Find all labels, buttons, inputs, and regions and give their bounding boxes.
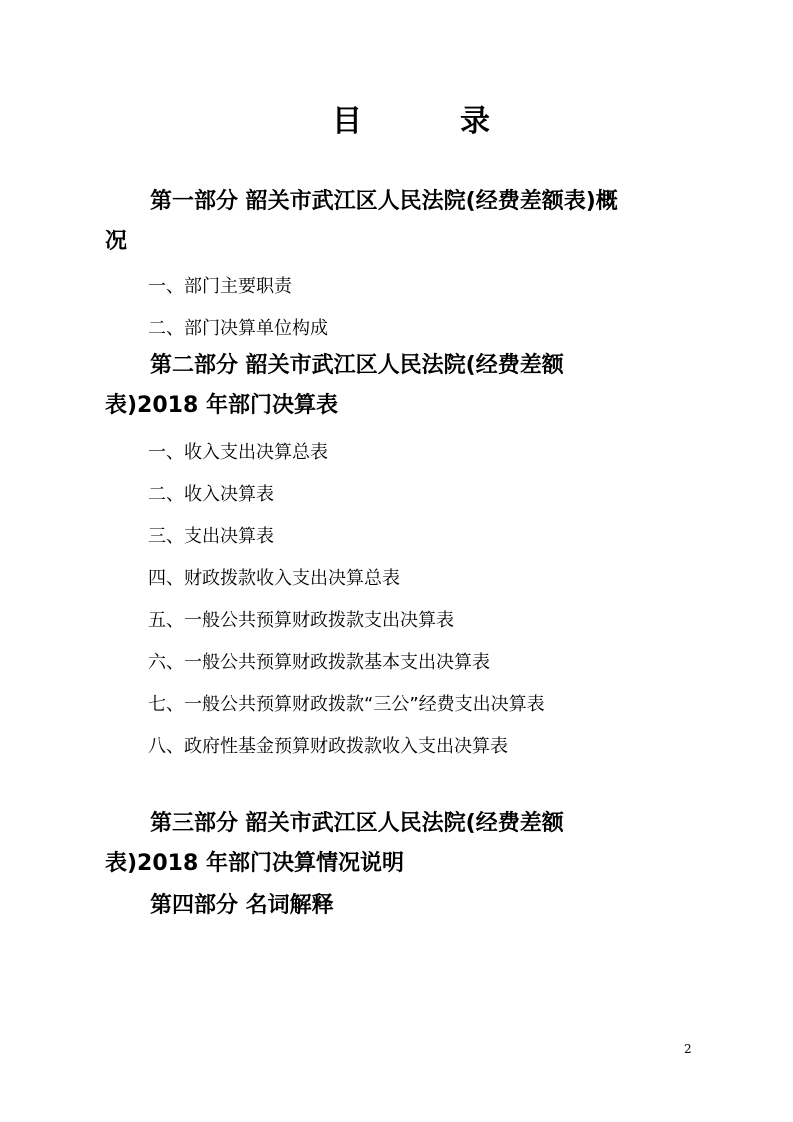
part-2-heading-line-1: 第二部分 韶关市武江区人民法院(经费差额 [150,353,564,378]
part-1-item-2[interactable]: 二、部门决算单位构成 [148,318,328,339]
toc-title-char-2: 录 [460,104,490,139]
part-2-item-4[interactable]: 四、财政拨款收入支出决算总表 [148,568,400,589]
part-1-item-1[interactable]: 一、部门主要职责 [148,276,292,297]
part-4-heading[interactable] [105,886,705,926]
part-2-item-2[interactable]: 二、收入决算表 [148,484,274,505]
toc-title-char-1: 目 [332,104,362,139]
part-2-heading-line-2: 表)2018 年部门决算表 [105,393,338,418]
part-1-heading[interactable] [105,182,705,262]
part-2-item-1[interactable]: 一、收入支出决算总表 [148,442,328,463]
part-3-heading-line-1: 第三部分 韶关市武江区人民法院(经费差额 [150,811,564,836]
part-2-item-6[interactable]: 六、一般公共预算财政拨款基本支出决算表 [148,652,490,673]
part-2-item-7[interactable]: 七、一般公共预算财政拨款“三公”经费支出决算表 [148,694,545,715]
part-3-heading[interactable] [105,804,705,884]
page-number: 2 [684,1042,692,1056]
part-4-heading-line-1: 第四部分 名词解释 [150,893,334,918]
part-1-heading-line-2: 况 [105,229,128,254]
part-1-heading-line-1: 第一部分 韶关市武江区人民法院(经费差额表)概 [150,189,618,214]
part-2-heading[interactable] [105,346,705,426]
part-3-heading-line-2: 表)2018 年部门决算情况说明 [105,851,404,876]
part-2-item-3[interactable]: 三、支出决算表 [148,526,274,547]
part-2-item-8[interactable]: 八、政府性基金预算财政拨款收入支出决算表 [148,736,508,757]
part-2-item-5[interactable]: 五、一般公共预算财政拨款支出决算表 [148,610,454,631]
